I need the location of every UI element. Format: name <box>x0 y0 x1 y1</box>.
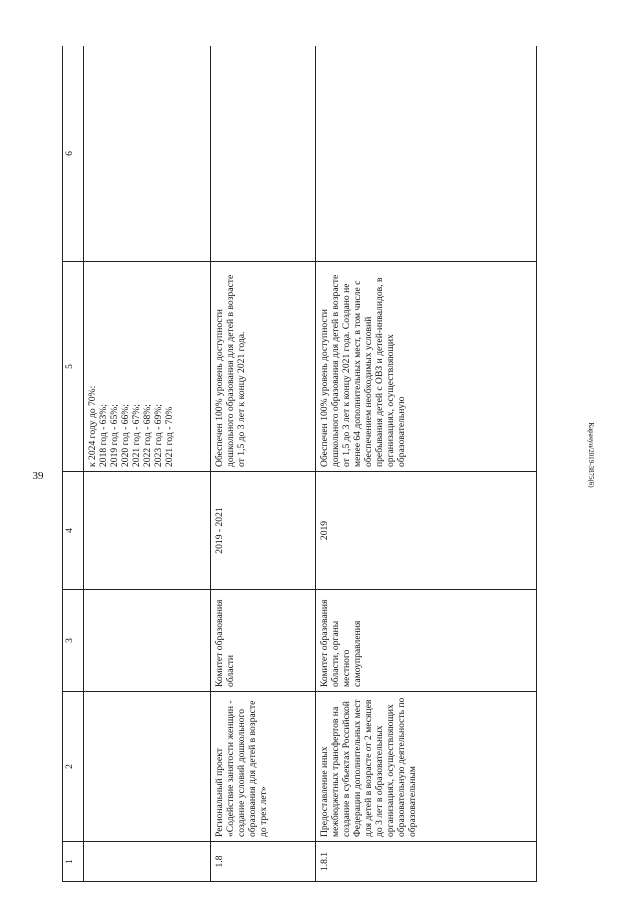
header-col-4: 4 <box>63 472 84 590</box>
header-col-2: 2 <box>63 692 84 842</box>
row-name: Региональный проект «Содействие занятости женщин - создание условий дошкольного образования для детей в возрасте до трех лет» <box>211 692 316 842</box>
row-name: Предоставление иных межбюджетных трансфертов на создание в субъектах Российской Федерации дополнительных мест для детей в возрасте от 2 месяцев до 3 лет в образовательных организациях, осуществляющих образовательную деятельность по образовательным <box>316 692 537 842</box>
row-note <box>316 46 537 262</box>
row-number: 1.8 <box>211 842 316 882</box>
header-col-5: 5 <box>63 262 84 472</box>
result-line: 2019 год - 65%; <box>109 404 121 467</box>
row-executor: Комитет образования области <box>211 590 316 692</box>
program-table <box>62 46 537 882</box>
row-number <box>84 842 211 882</box>
row-result: Обеспечен 100% уровень доступности дошкольного образования для детей в возрасте от 1,5 до 3 лет к концу 2021 года. Создано не менее 64 дополнительных мест, в том числе с обеспечением необходимых условий пребывания детей с ОВЗ и детей-инвалидов, в организациях, осуществляющих образовательную <box>316 262 537 472</box>
result-line: 2020 год - 66%; <box>120 404 132 467</box>
table-row <box>316 46 537 882</box>
row-period: 2019 - 2021 <box>211 472 316 590</box>
table-row <box>84 46 211 882</box>
result-line: к 2024 году до 70%: <box>87 385 98 467</box>
header-col-3: 3 <box>63 590 84 692</box>
header-col-1: 1 <box>63 842 84 882</box>
table-header-row <box>63 46 84 882</box>
table-frame <box>62 46 537 882</box>
row-executor: Комитет образования области, органы местного самоуправления <box>316 590 537 692</box>
row-period: 2019 <box>316 472 537 590</box>
row-note <box>84 46 211 262</box>
row-note <box>211 46 316 262</box>
rotated-table-container <box>62 46 537 882</box>
table-row <box>211 46 316 882</box>
row-result: Обеспечен 100% уровень доступности дошкольного образования для детей в возрасте от 1,5 до 3 лет к концу 2021 года. <box>211 262 316 472</box>
result-line: 2018 год - 63%; <box>98 404 110 467</box>
row-name <box>84 692 211 842</box>
result-line: 2023 год - 69%; <box>153 404 165 467</box>
page-number: 39 <box>32 470 44 482</box>
row-result <box>84 262 211 472</box>
result-line: 2022 год - 68%; <box>142 404 154 467</box>
row-executor <box>84 590 211 692</box>
header-col-6: 6 <box>63 46 84 262</box>
row-number: 1.8.1 <box>316 842 537 882</box>
row-period <box>84 472 211 590</box>
result-line: 2021 год - 67%; <box>131 404 143 467</box>
result-line: 2021 год - 70% <box>164 406 176 467</box>
document-code-text: Карачун/2019-3875(6) <box>587 422 595 488</box>
